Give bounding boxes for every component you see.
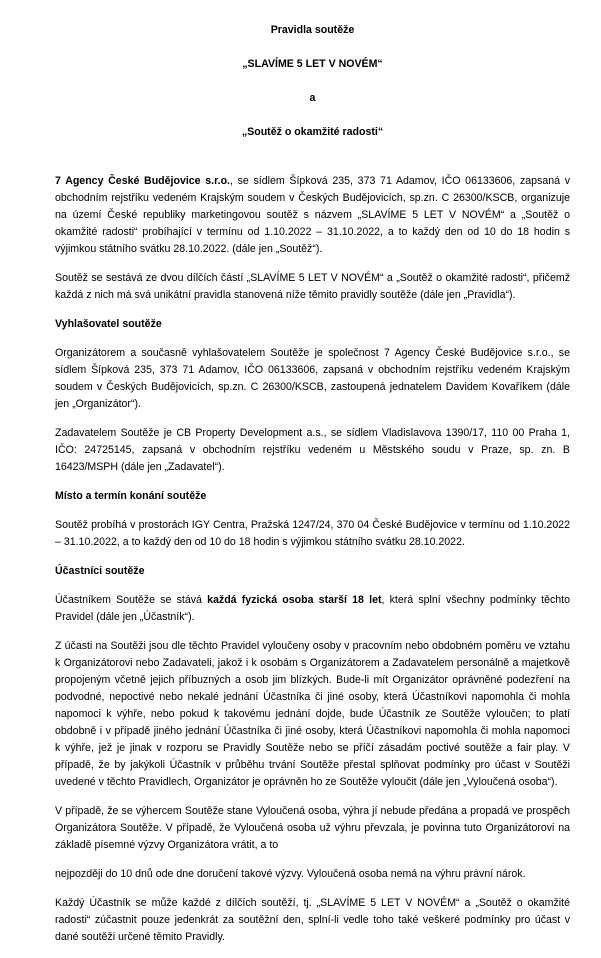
competition-name-2: „Soutěž o okamžité radosti“ <box>241 126 384 138</box>
document-page <box>55 22 570 958</box>
client-paragraph: Zadavatelem Soutěže je CB Property Development a.s., se sídlem Vladislavova 1390/17, 110 00 Praha 1, IČO: 24725145, zapsaná v obchodním rejstříku vedeném u Městského soudu v Praze, sp. zn. B 16423/MSPH (dále jen „Zadavatel“). <box>55 427 570 473</box>
winner-paragraph: V případě, že se výhercem Soutěže stane Vyloučená osoba, výhra jí nebude předána a propadá ve prospěch Organizátora Soutěže. V případě, že Vyloučená osoba už výhru převzala, je povinna tuto Organizátorovi na základě písemné výzvy Organizátora vrátit, a to <box>55 805 570 851</box>
document-title: Pravidla soutěže <box>270 24 355 36</box>
venue-paragraph: Soutěž probíhá v prostorách IGY Centra, Pražská 1247/24, 370 04 České Budějovice v termínu od 1.10.2022 – 31.10.2022, a to každý den od 10 do 18 hodin s výjimkou státního svátku 28.10.2022. <box>55 519 570 548</box>
participation-paragraph: Každý Účastník se může každé z dílčích soutěží, tj. „SLAVÍME 5 LET V NOVÉM“ a „Soutěž o okamžité radosti“ zúčastnit pouze jedenkrát za soutěžní den, splní-li vedle toho také veškeré podmínky pro účast v dané soutěži určené těmito Pravidly. <box>55 897 570 943</box>
heading-ucastnici: Účastníci soutěže <box>55 565 145 577</box>
participant-text-b: , která splní všechny podmínky těchto Pravidel (dále jen „Účastník“). <box>55 594 570 623</box>
participant-text-a: Účastníkem Soutěže se stává <box>55 594 208 606</box>
participant-paragraph <box>55 592 570 626</box>
parts-paragraph: Soutěž se sestává ze dvou dílčích částí „SLAVÍME 5 LET V NOVÉM“ a „Soutěž o okamžité radosti“, přičemž každá z nich má svá unikátní pravidla stanovená níže těmito pravidly soutěže (dále jen „Pravidla“). <box>55 272 570 301</box>
deadline-paragraph: nejpozději do 10 dnů ode dne doručení takové výzvy. Vyloučená osoba nemá na výhru právní nárok. <box>55 868 526 880</box>
conjunction: a <box>309 92 316 104</box>
intro-text: , se sídlem Šípková 235, 373 71 Adamov, IČO 06133606, zapsaná v obchodním rejstříku vedeném Krajským soudem v Českých Budějovicích, sp.zn. C 26300/KSCB, organizuje na území České republiky marketingovou soutěž s názvem „SLAVÍME 5 LET V NOVÉM“ a „Soutěž o okamžité radosti“ probíhající v termínu od 1.10.2022 – 31.10.2022, a to každý den od 10 do 18 hodin s výjimkou státního svátku 28.10.2022. (dále jen „Soutěž“). <box>55 175 570 255</box>
competition-name-1: „SLAVÍME 5 LET V NOVÉM“ <box>242 58 383 70</box>
participant-condition: každá fyzická osoba starší 18 let <box>207 594 382 606</box>
organizer-name: 7 Agency České Budějovice s.r.o. <box>55 175 230 187</box>
heading-vyhlasovatel: Vyhlašovatel soutěže <box>55 318 162 330</box>
organizer-paragraph: Organizátorem a současně vyhlašovatelem Soutěže je společnost 7 Agency České Budějovice s.r.o., se sídlem Šípková 235, 373 71 Adamov, IČO 06133606, zapsaná v obchodním rejstříku vedeném Krajským soudem v Českých Budějovicích, sp.zn. C 26300/KSCB, zastoupená jednatelem Davidem Kovaříkem (dále jen „Organizátor“). <box>55 347 570 410</box>
intro-paragraph <box>55 173 570 258</box>
heading-misto: Místo a termín konání soutěže <box>55 490 207 502</box>
exclusion-paragraph: Z účasti na Soutěži jsou dle těchto Pravidel vyloučeny osoby v pracovním nebo obdobném poměru ve vztahu k Organizátorovi nebo Zadavateli, jakož i k osobám s Organizátorem a Zadavatelem personálně a majetkově propojeným včetně jejich příbuzných a osob jim blízkých. Bude-li mít Organizátor oprávněné podezření na podvodné, nepoctivé nebo nekalé jednání Účastníka či jiné osoby, která Účastníkovi napomohla či mohla napomoci k výhře, nebo pokud k takovému jednání dojde, bude Účastník ze Soutěže vyloučen; to platí obdobně i v případě jiného jednání Účastníka či jiné osoby, která Účastníkovi napomohla či mohla napomoci k výhře, jež je jinak v rozporu se Pravidly Soutěže nebo se příčí zásadám poctivé soutěže a fair play. V případě, že by jakýkoli Účastník v průběhu trvání Soutěže přestal splňovat podmínky pro účast v Soutěži uvedené v těchto Pravidlech, Organizátor je oprávněn ho ze Soutěže vyloučit (dále jen „Vyloučená osoba“). <box>55 640 570 788</box>
